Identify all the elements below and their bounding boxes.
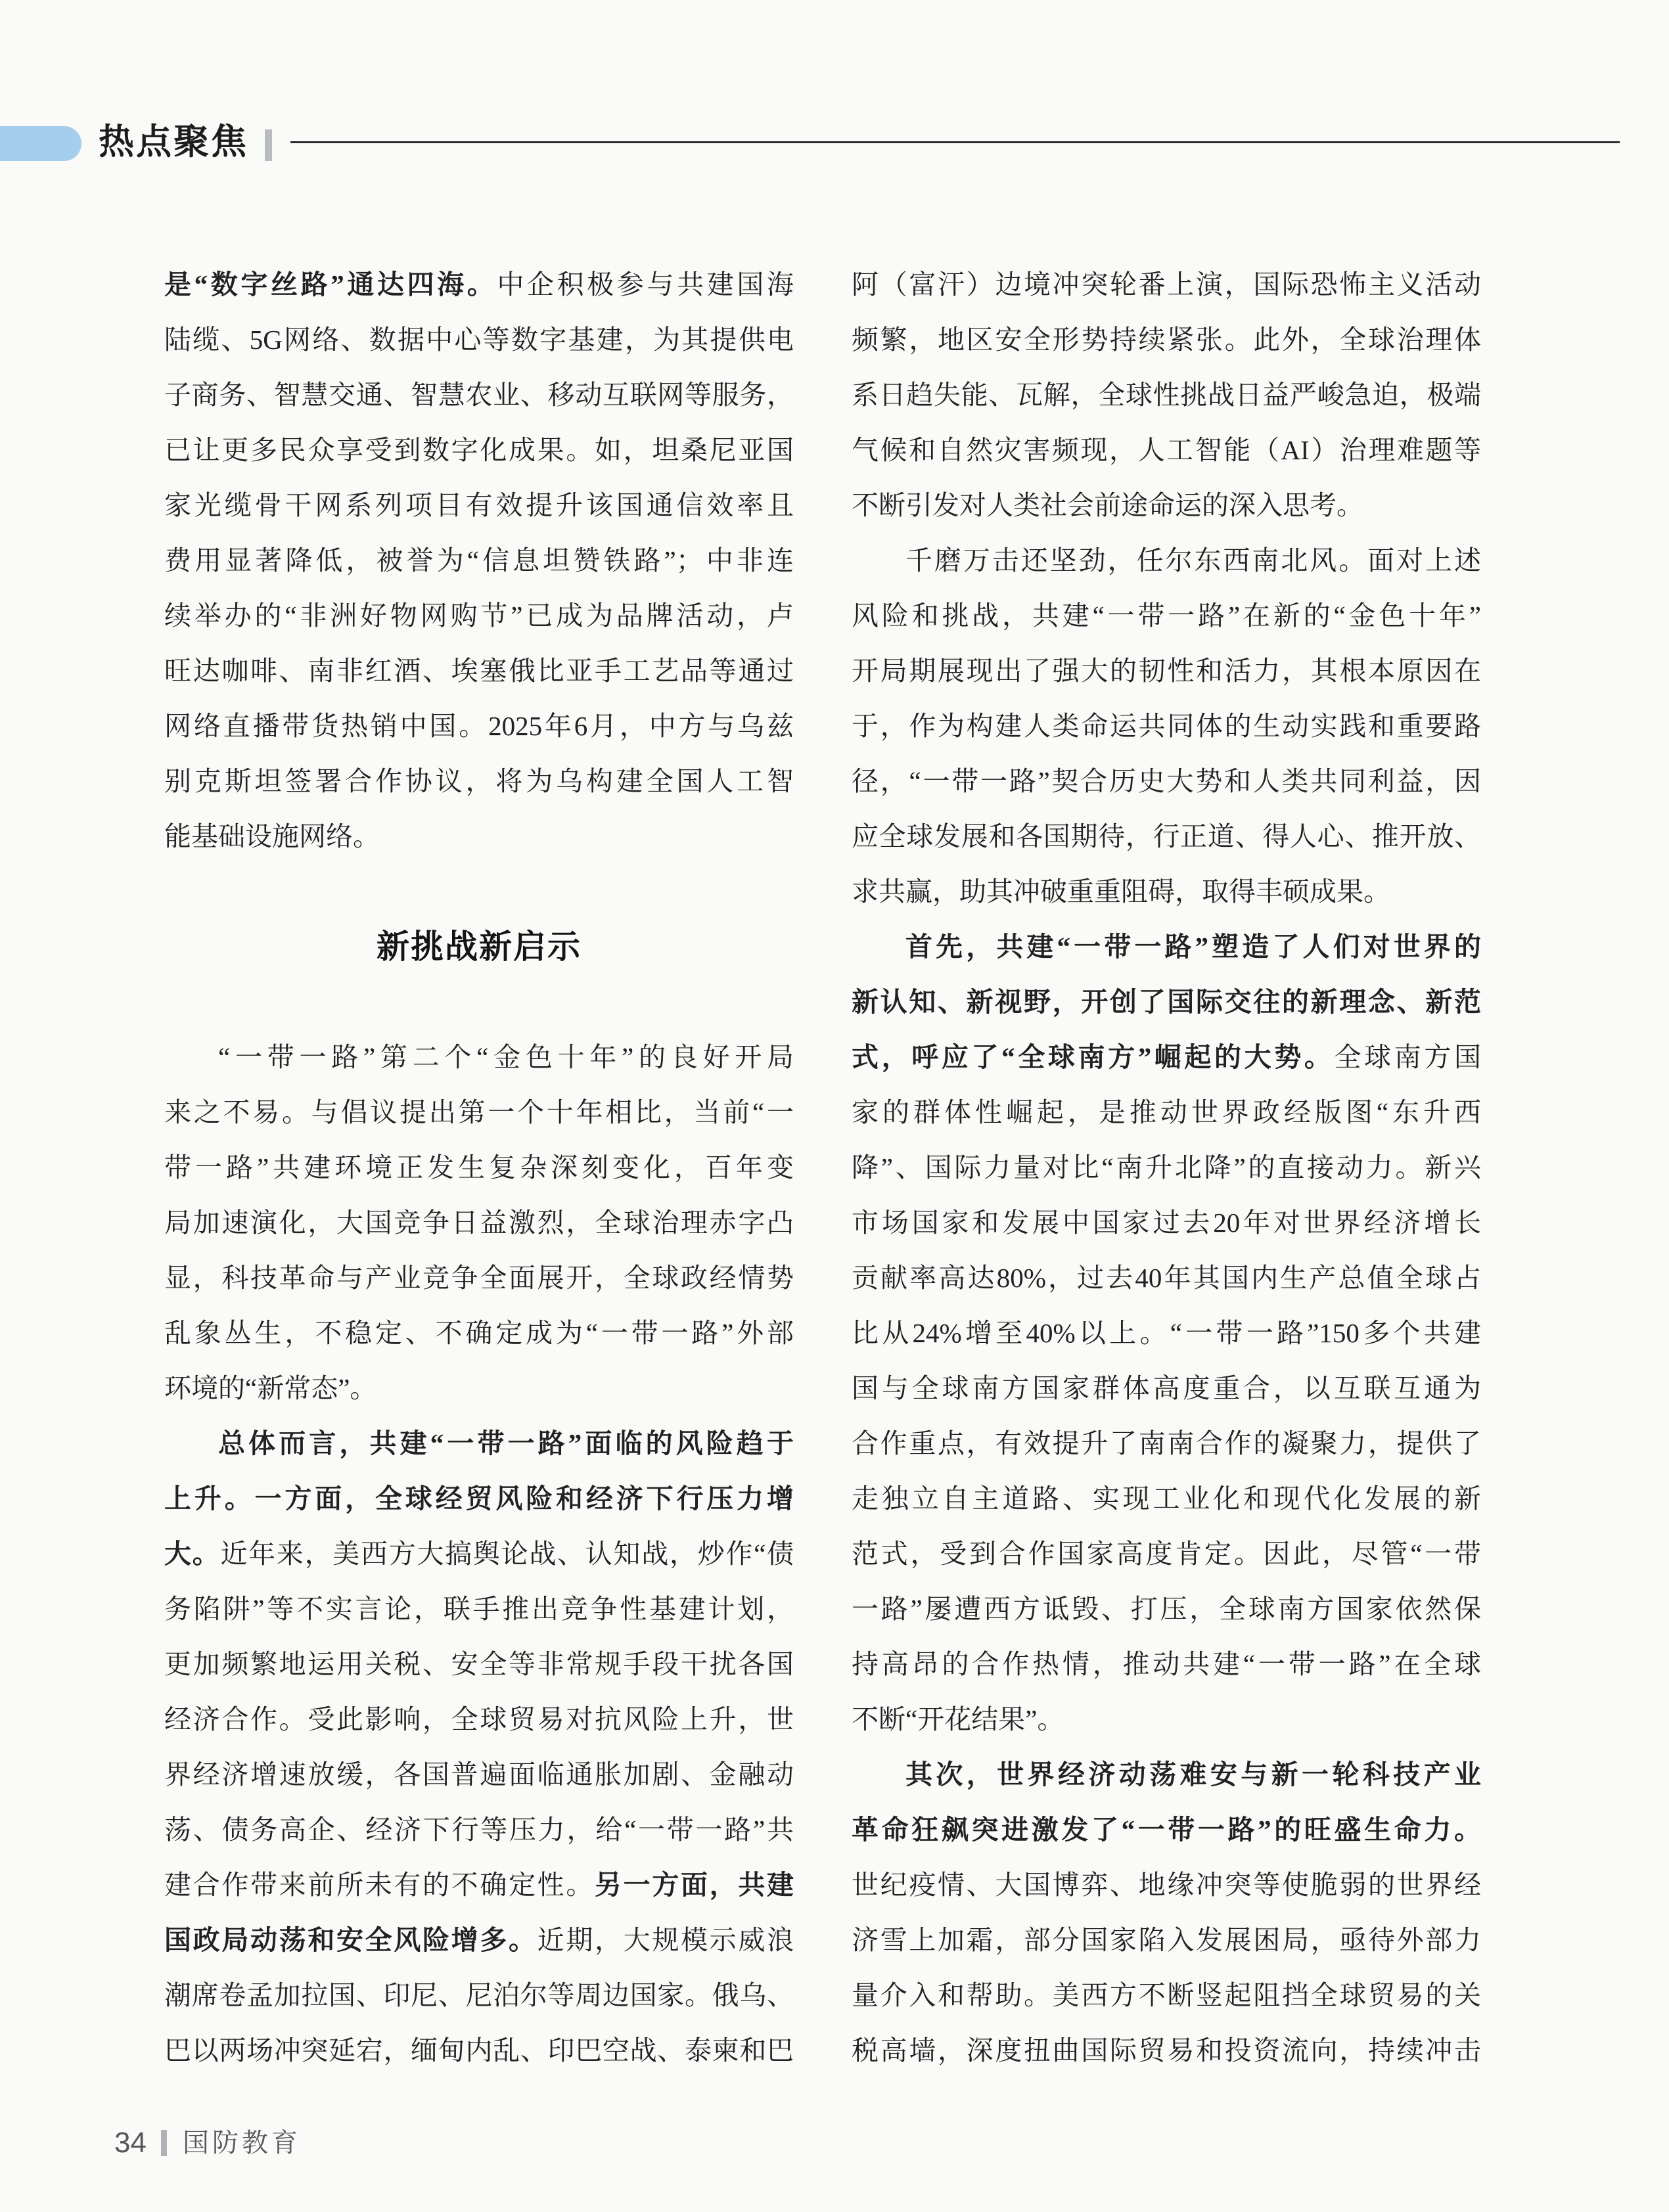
text-line bbox=[164, 1471, 794, 1526]
bold-text-run: 另一方面，共建 bbox=[595, 1870, 794, 1900]
text-line bbox=[164, 1581, 794, 1636]
bold-text-run: 式，呼应了“全球南方”崛起的大势。 bbox=[852, 1042, 1335, 1072]
text-run: 不断引发对人类社会前途命运的深入思考。 bbox=[852, 490, 1363, 520]
text-run: 持高昂的合作热情，推动共建“一带一路”在全球 bbox=[852, 1649, 1481, 1679]
text-run: 务陷阱”等不实言论，联手推出竞争性基建计划， bbox=[164, 1594, 794, 1624]
text-line bbox=[852, 864, 1481, 919]
text-run: 世纪疫情、大国博弈、地缘冲突等使脆弱的世界经 bbox=[852, 1870, 1481, 1900]
text-line bbox=[852, 1305, 1481, 1361]
text-line bbox=[852, 919, 1481, 974]
bold-text-run: 首先，共建“一带一路”塑造了人们对世界的 bbox=[905, 932, 1481, 962]
text-run: 不断“开花结果”。 bbox=[852, 1704, 1064, 1734]
section-heading: 新挑战新启示 bbox=[377, 928, 582, 965]
journal-title: 国防教育 bbox=[182, 2129, 301, 2157]
text-line bbox=[852, 643, 1481, 698]
text-line bbox=[852, 257, 1481, 312]
text-run: 能基础设施网络。 bbox=[164, 821, 380, 851]
text-line bbox=[852, 367, 1481, 422]
bold-text-run: 其次，世界经济动荡难安与新一轮科技产业 bbox=[905, 1759, 1481, 1790]
left-column bbox=[164, 257, 794, 2078]
text-run: 来之不易。与倡议提出第一个十年相比，当前“一 bbox=[164, 1097, 794, 1127]
text-run: 范式，受到合作国家高度肯定。因此，尽管“一带 bbox=[852, 1539, 1481, 1569]
page-footer bbox=[114, 2126, 301, 2160]
text-line bbox=[164, 2023, 794, 2078]
text-line bbox=[852, 1968, 1481, 2023]
text-line bbox=[852, 1857, 1481, 1912]
text-run: 旺达咖啡、南非红酒、埃塞俄比亚手工艺品等通过 bbox=[164, 656, 794, 686]
text-run: 千磨万击还坚劲，任尔东西南北风。面对上述 bbox=[905, 545, 1481, 576]
text-run: 径，“一带一路”契合历史大势和人类共同利益，因 bbox=[852, 766, 1481, 796]
text-run: 应全球发展和各国期待，行正道、得人心、推开放、 bbox=[852, 821, 1481, 851]
text-run: 建合作带来前所未有的不确定性。 bbox=[164, 1870, 595, 1900]
text-run: 一路”屡遭西方诋毁、打压，全球南方国家依然保 bbox=[852, 1594, 1481, 1624]
text-line bbox=[164, 1802, 794, 1857]
bold-text-run: 总体而言，共建“一带一路”面临的风险趋于 bbox=[218, 1428, 794, 1458]
bold-text-run: 国政局动荡和安全风险增多。 bbox=[164, 1925, 537, 1955]
page-section-title: 热点聚焦 bbox=[99, 122, 248, 162]
text-run: 系日趋失能、瓦解，全球性挑战日益严峻急迫，极端 bbox=[852, 380, 1481, 410]
bold-text-run: 上升。一方面，全球经贸风险和经济下行压力增 bbox=[164, 1483, 794, 1514]
text-line bbox=[164, 1140, 794, 1195]
text-line bbox=[852, 1526, 1481, 1581]
header-rule-line bbox=[290, 141, 1620, 143]
text-line bbox=[164, 1085, 794, 1140]
text-line bbox=[164, 1526, 794, 1581]
bold-text-run: 是“数字丝路”通达四海。 bbox=[164, 269, 497, 300]
text-line bbox=[164, 643, 794, 698]
text-line bbox=[852, 754, 1481, 809]
text-run: 带一路”共建环境正发生复杂深刻变化，百年变 bbox=[164, 1152, 794, 1183]
text-line bbox=[164, 754, 794, 809]
text-line bbox=[852, 1361, 1481, 1416]
text-line bbox=[852, 312, 1481, 367]
text-line bbox=[852, 1195, 1481, 1250]
text-line bbox=[852, 698, 1481, 754]
text-line bbox=[852, 1029, 1481, 1085]
text-line bbox=[852, 1416, 1481, 1471]
text-line bbox=[164, 367, 794, 422]
text-run: 走独立自主道路、实现工业化和现代化发展的新 bbox=[852, 1483, 1481, 1514]
text-line bbox=[852, 1471, 1481, 1526]
text-line bbox=[852, 1636, 1481, 1692]
text-run: 合作重点，有效提升了南南合作的凝聚力，提供了 bbox=[852, 1428, 1481, 1458]
bold-text-run: 大。 bbox=[164, 1539, 221, 1569]
text-run: 频繁，地区安全形势持续紧张。此外，全球治理体 bbox=[852, 325, 1481, 355]
text-line bbox=[852, 974, 1481, 1029]
text-line bbox=[852, 588, 1481, 643]
text-run: 气候和自然灾害频现，人工智能（AI）治理难题等 bbox=[852, 435, 1481, 465]
text-line bbox=[164, 312, 794, 367]
text-line bbox=[164, 533, 794, 588]
text-line bbox=[164, 1747, 794, 1802]
text-run: “一带一路”第二个“金色十年”的良好开局 bbox=[218, 1042, 794, 1072]
text-run: 降”、国际力量对比“南升北降”的直接动力。新兴 bbox=[852, 1152, 1481, 1183]
footer-divider-bar bbox=[161, 2130, 167, 2156]
text-run: 费用显著降低，被誉为“信息坦赞铁路”；中非连 bbox=[164, 545, 794, 576]
text-run: 乱象丛生，不稳定、不确定成为“一带一路”外部 bbox=[164, 1318, 794, 1348]
bold-text-run: 新认知、新视野，开创了国际交往的新理念、新范 bbox=[852, 987, 1481, 1017]
text-run: 税高墙，深度扭曲国际贸易和投资流向，持续冲击 bbox=[852, 2035, 1481, 2065]
text-run: 环境的“新常态”。 bbox=[164, 1373, 377, 1403]
text-run: 贡献率高达80%，过去40年其国内生产总值全球占 bbox=[852, 1263, 1481, 1293]
text-line bbox=[164, 422, 794, 478]
text-run: 已让更多民众享受到数字化成果。如，坦桑尼亚国 bbox=[164, 435, 794, 465]
text-line bbox=[164, 1968, 794, 2023]
text-line bbox=[164, 698, 794, 754]
right-column bbox=[852, 257, 1481, 2078]
text-run: 荡、债务高企、经济下行等压力，给“一带一路”共 bbox=[164, 1815, 794, 1845]
text-line bbox=[852, 1692, 1481, 1747]
text-run: 比从24%增至40%以上。“一带一路”150多个共建 bbox=[852, 1318, 1481, 1348]
text-run: 家光缆骨干网系列项目有效提升该国通信效率且 bbox=[164, 490, 794, 520]
text-run: 阿（富汗）边境冲突轮番上演，国际恐怖主义活动 bbox=[852, 269, 1481, 300]
text-run: 陆缆、5G网络、数据中心等数字基建，为其提供电 bbox=[164, 325, 794, 355]
text-line bbox=[852, 533, 1481, 588]
text-line bbox=[852, 1912, 1481, 1968]
text-line bbox=[164, 1692, 794, 1747]
text-run: 界经济增速放缓，各国普遍面临通胀加剧、金融动 bbox=[164, 1759, 794, 1790]
text-run: 显，科技革命与产业竞争全面展开，全球政经情势 bbox=[164, 1263, 794, 1293]
text-run: 更加频繁地运用关税、安全等非常规手段干扰各国 bbox=[164, 1649, 794, 1679]
text-run: 风险和挑战，共建“一带一路”在新的“金色十年” bbox=[852, 600, 1481, 631]
text-run: 济雪上加霜，部分国家陷入发展困局，亟待外部力 bbox=[852, 1925, 1481, 1955]
text-run: 国与全球南方国家群体高度重合，以互联互通为 bbox=[852, 1373, 1481, 1403]
text-line bbox=[852, 478, 1481, 533]
text-run: 近期，大规模示威浪 bbox=[537, 1925, 794, 1955]
text-run: 求共赢，助其冲破重重阻碍，取得丰硕成果。 bbox=[852, 876, 1390, 907]
text-run: 开局期展现出了强大的韧性和活力，其根本原因在 bbox=[852, 656, 1481, 686]
text-line bbox=[164, 1250, 794, 1305]
text-line bbox=[164, 1029, 794, 1085]
text-line bbox=[164, 1416, 794, 1471]
text-line bbox=[164, 1636, 794, 1692]
text-line bbox=[164, 1361, 794, 1416]
text-line bbox=[164, 1912, 794, 1968]
text-line bbox=[852, 1250, 1481, 1305]
text-run: 市场国家和发展中国家过去20年对世界经济增长 bbox=[852, 1208, 1481, 1238]
text-run: 于，作为构建人类命运共同体的生动实践和重要路 bbox=[852, 711, 1481, 741]
page-number: 34 bbox=[114, 2127, 147, 2159]
text-run: 中企积极参与共建国海 bbox=[497, 269, 794, 300]
text-run: 巴以两场冲突延宕，缅甸内乱、印巴空战、泰柬和巴 bbox=[164, 2035, 794, 2065]
text-line bbox=[852, 1581, 1481, 1636]
header-accent-tab bbox=[0, 126, 81, 161]
text-run: 潮席卷孟加拉国、印尼、尼泊尔等周边国家。俄乌、 bbox=[164, 1980, 794, 2010]
text-run: 局加速演化，大国竞争日益激烈，全球治理赤字凸 bbox=[164, 1208, 794, 1238]
text-line bbox=[852, 422, 1481, 478]
text-line bbox=[164, 257, 794, 312]
text-run: 量介入和帮助。美西方不断竖起阻挡全球贸易的关 bbox=[852, 1980, 1481, 2010]
text-run: 近年来，美西方大搞舆论战、认知战，炒作“债 bbox=[220, 1539, 794, 1569]
text-line bbox=[852, 1085, 1481, 1140]
text-line bbox=[852, 2023, 1481, 2078]
text-line bbox=[164, 809, 794, 864]
text-line bbox=[852, 1802, 1481, 1857]
text-line bbox=[164, 1305, 794, 1361]
bold-text-run: 革命狂飙突进激发了“一带一路”的旺盛生命力。 bbox=[852, 1815, 1481, 1845]
text-run: 家的群体性崛起，是推动世界政经版图“东升西 bbox=[852, 1097, 1481, 1127]
text-line bbox=[164, 1195, 794, 1250]
text-run: 别克斯坦签署合作协议，将为乌构建全国人工智 bbox=[164, 766, 794, 796]
text-line bbox=[164, 478, 794, 533]
header-divider-bar bbox=[265, 129, 272, 161]
text-run: 经济合作。受此影响，全球贸易对抗风险上升，世 bbox=[164, 1704, 794, 1734]
text-line bbox=[164, 1857, 794, 1912]
text-line bbox=[852, 1140, 1481, 1195]
text-run: 网络直播带货热销中国。2025年6月，中方与乌兹 bbox=[164, 711, 794, 741]
text-run: 子商务、智慧交通、智慧农业、移动互联网等服务， bbox=[164, 380, 794, 410]
text-run: 全球南方国 bbox=[1334, 1042, 1482, 1072]
text-line bbox=[164, 588, 794, 643]
text-run: 续举办的“非洲好物网购节”已成为品牌活动，卢 bbox=[164, 600, 794, 631]
text-line bbox=[852, 809, 1481, 864]
text-line bbox=[852, 1747, 1481, 1802]
